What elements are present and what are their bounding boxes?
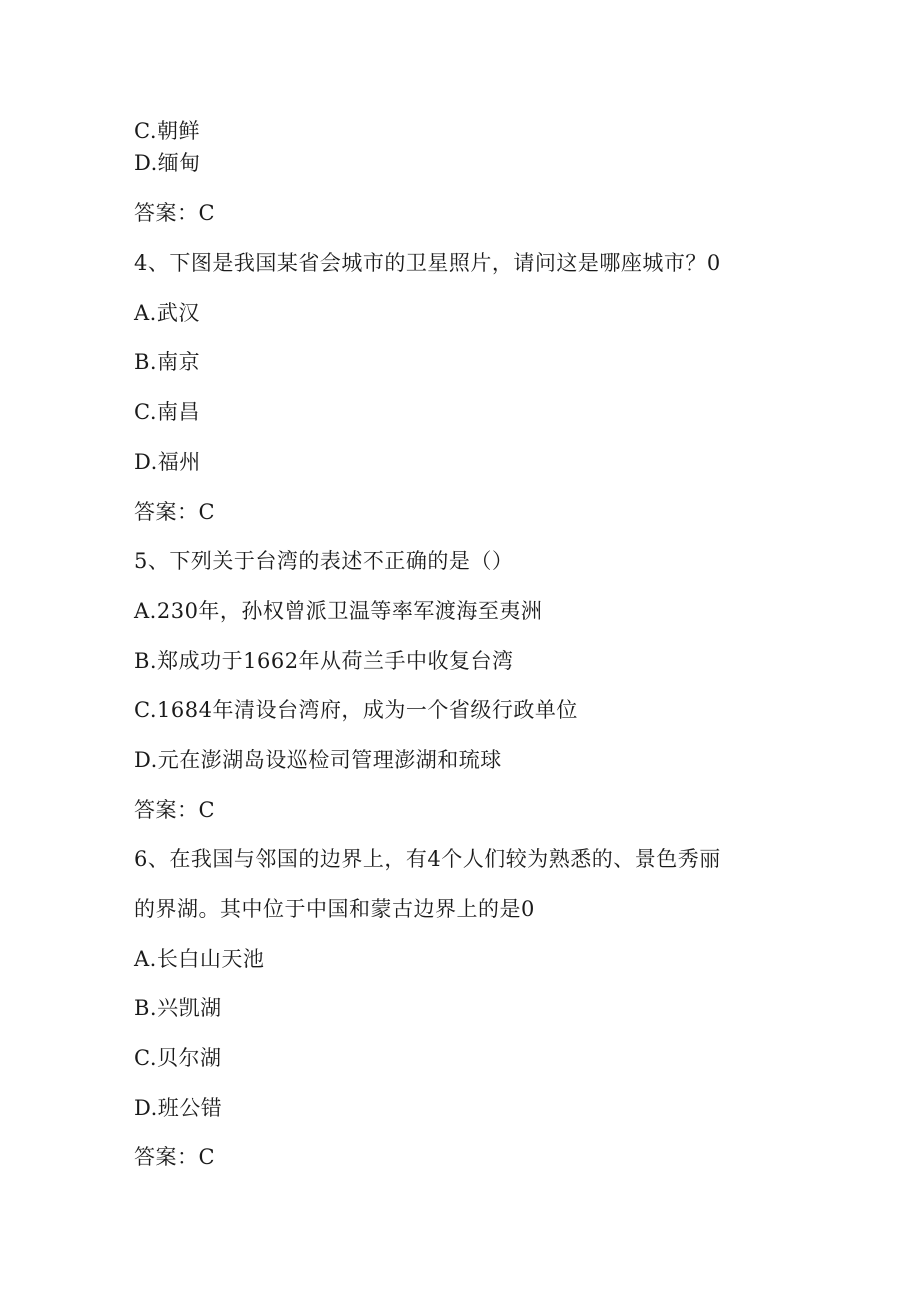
q4-option-b: B.南京 — [134, 350, 201, 374]
q6-option-c: C.贝尔湖 — [134, 1046, 222, 1070]
q4-option-a: A.武汉 — [134, 301, 200, 325]
q5-option-c: C.1684年清设台湾府，成为一个省级行政单位 — [134, 698, 578, 722]
q6-question-line2: 的界湖。其中位于中国和蒙古边界上的是0 — [134, 897, 535, 921]
q5-option-a: A.230年，孙权曾派卫温等率军渡海至夷洲 — [134, 599, 543, 623]
q6-answer: 答案：C — [134, 1145, 216, 1169]
q6-question-line1: 6、在我国与邻国的边界上，有4个人们较为熟悉的、景色秀丽 — [134, 847, 721, 871]
q4-answer: 答案：C — [134, 500, 216, 524]
q3-option-c: C.朝鲜 — [134, 119, 200, 143]
q5-option-d: D.元在澎湖岛设巡检司管理澎湖和琉球 — [134, 748, 502, 772]
q4-option-d: D.福州 — [134, 450, 201, 474]
q5-option-b: B.郑成功于1662年从荷兰手中收复台湾 — [134, 649, 514, 673]
q4-question: 4、下图是我国某省会城市的卫星照片，请问这是哪座城市？0 — [134, 251, 721, 275]
q6-option-a: A.长白山天池 — [134, 947, 265, 971]
q6-option-d: D.班公错 — [134, 1096, 223, 1120]
q5-answer: 答案：C — [134, 798, 216, 822]
q4-option-c: C.南昌 — [134, 400, 200, 424]
q3-option-d: D.缅甸 — [134, 151, 201, 175]
q5-question: 5、下列关于台湾的表述不正确的是（） — [134, 549, 514, 573]
q3-answer: 答案：C — [134, 201, 216, 225]
q6-option-b: B.兴凯湖 — [134, 996, 222, 1020]
